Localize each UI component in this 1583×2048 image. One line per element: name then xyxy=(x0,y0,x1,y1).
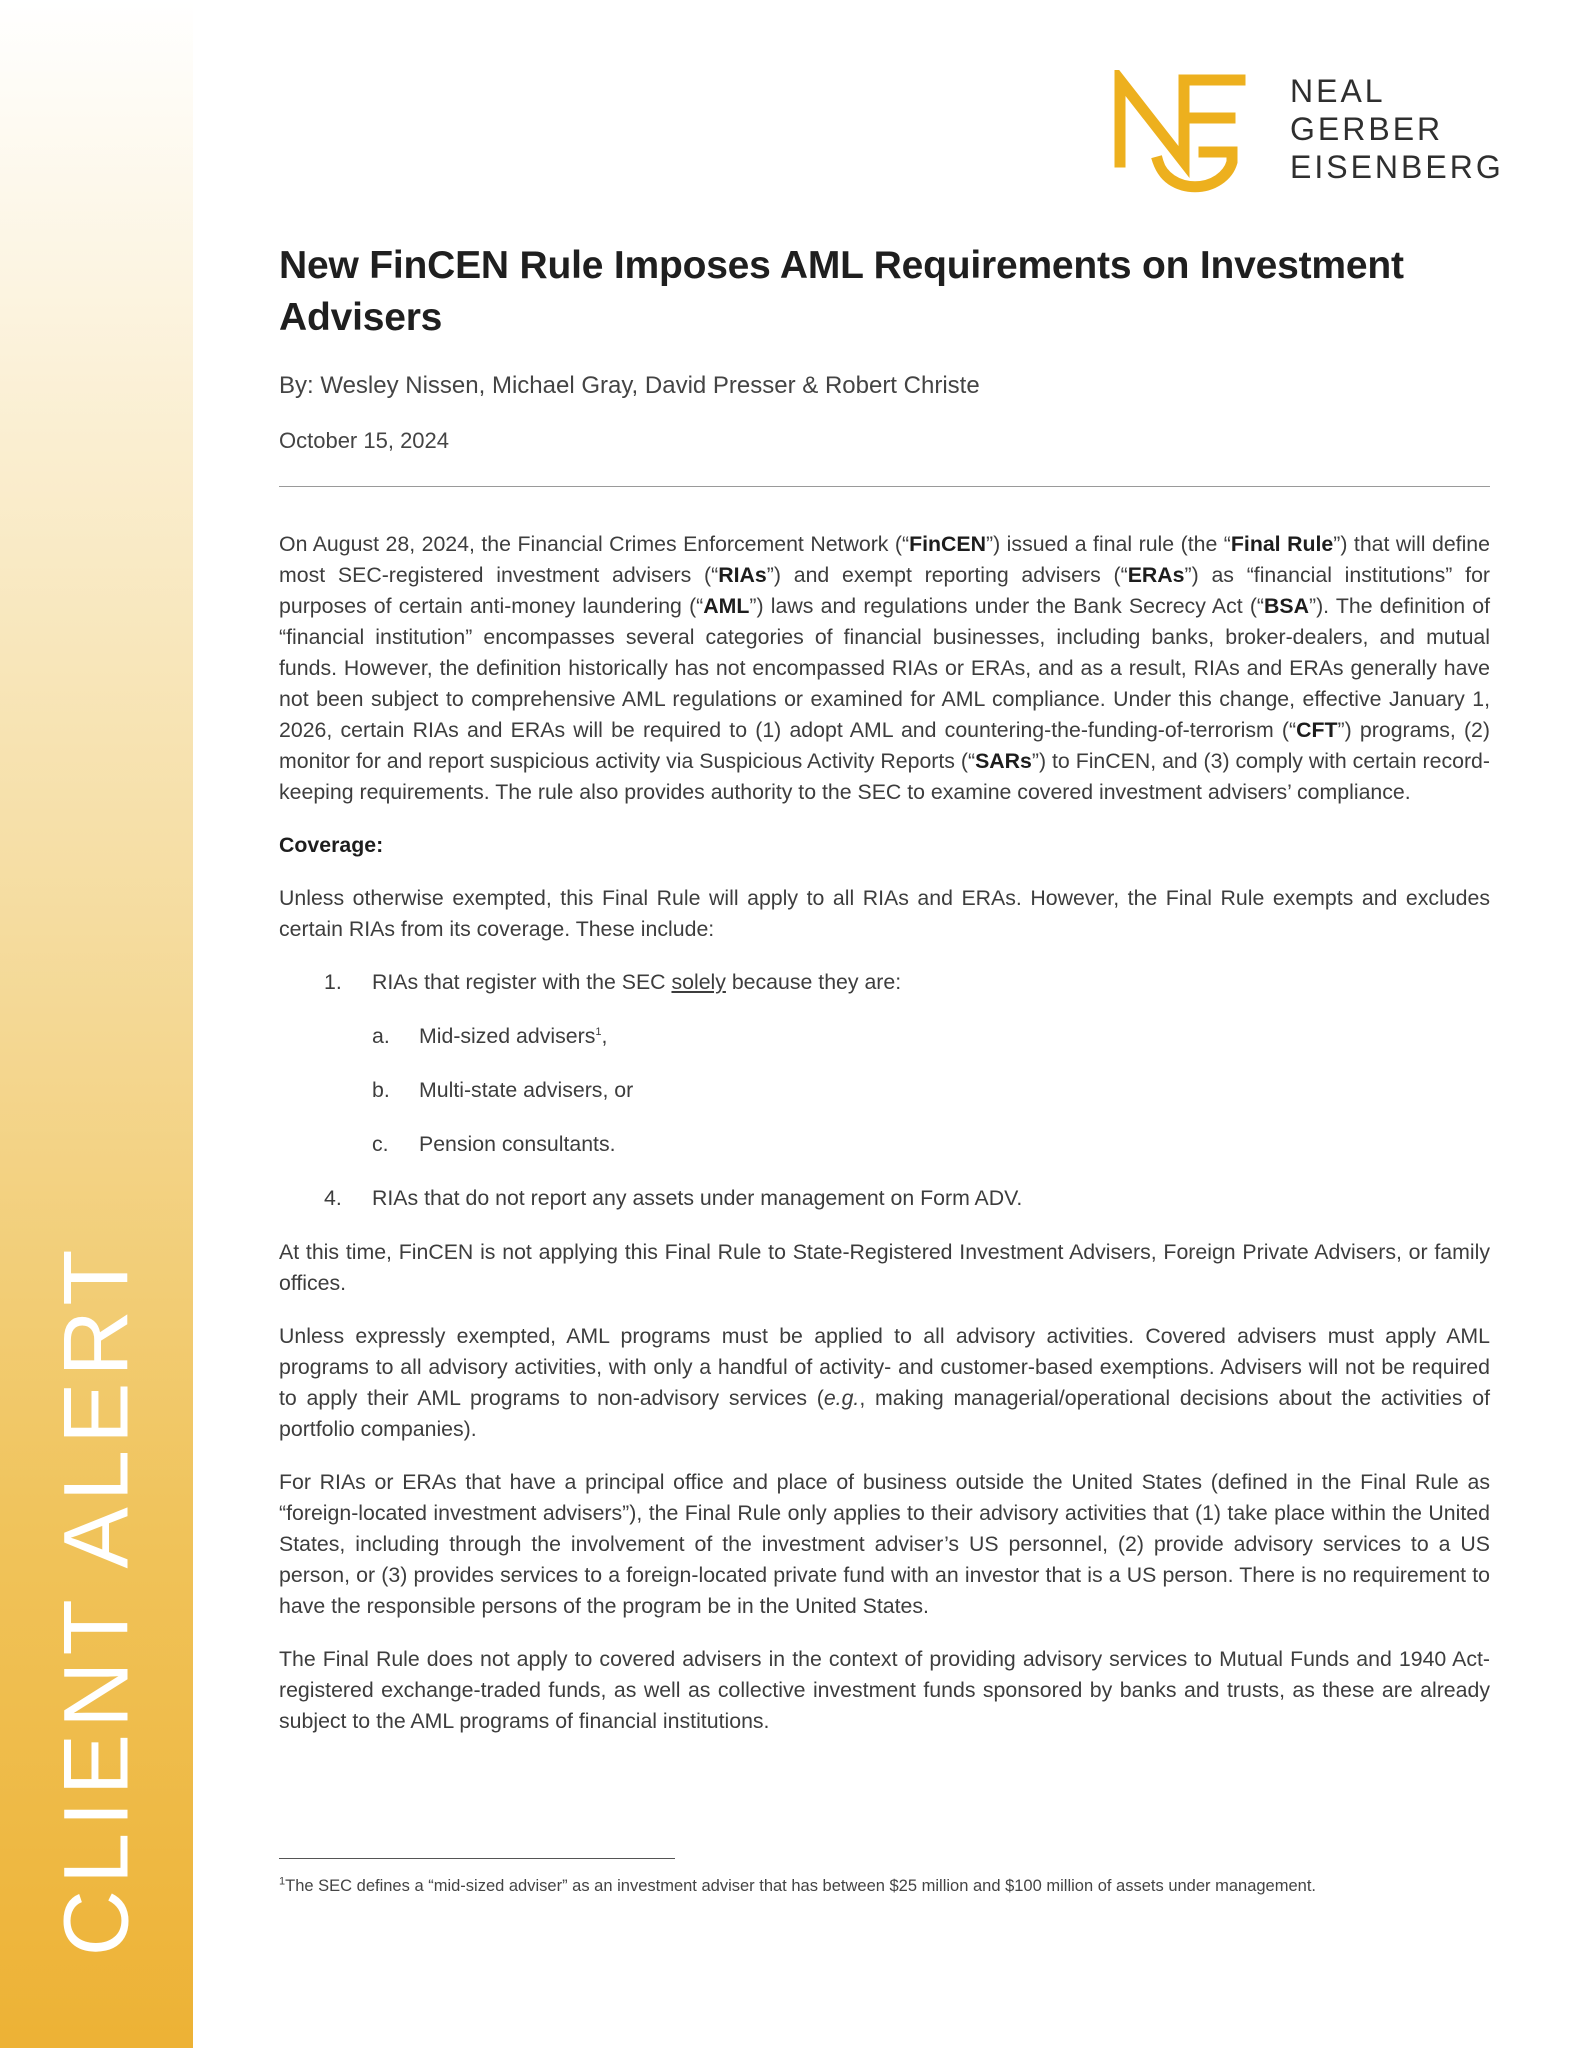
firm-logo xyxy=(1112,70,1504,210)
article xyxy=(279,240,1490,1759)
firm-name-line: NEAL xyxy=(1290,73,1386,109)
client-alert-sidebar xyxy=(0,0,193,2048)
byline: By: Wesley Nissen, Michael Gray, David Presser & Robert Christe xyxy=(279,372,980,399)
coverage-heading: Coverage: xyxy=(279,833,384,857)
list-item: a. Mid-sized advisers$^1$, xyxy=(372,1024,608,1048)
ngb-monogram-icon xyxy=(1112,70,1252,200)
list-item: b. Multi-state advisers, or xyxy=(372,1078,634,1102)
body-paragraph: Unless expressly exempted, AML programs must be applied to all advisory activities. Covered advisers must apply AML programs to all advisory activities, with only a handful of activity- and customer-based exemptions. Advisers will not be required to apply their AML programs to non-advisory services (e.g., making managerial/operational decisions about the activities of portfolio companies). xyxy=(279,1324,1490,1441)
client-alert-label: CLIENT ALERT xyxy=(45,1243,148,1957)
list-item: 1. RIAs that register with the SEC solely because they are: xyxy=(324,970,902,994)
list-item: 4. RIAs that do not report any assets under management on Form ADV. xyxy=(324,1186,1023,1210)
list-item: c. Pension consultants. xyxy=(372,1132,616,1156)
body-paragraph: The Final Rule does not apply to covered advisers in the context of providing advisory services to Mutual Funds and 1940 Act-registered exchange-traded funds, as well as collective investment funds sponsored by banks and trusts, as these are already subject to the AML programs of financial institutions. xyxy=(279,1647,1490,1733)
firm-name xyxy=(1290,72,1504,186)
body-paragraph: At this time, FinCEN is not applying this Final Rule to State-Registered Investment Advisers, Foreign Private Advisers, or family offices. xyxy=(279,1240,1490,1295)
firm-name-line: EISENBERG xyxy=(1290,149,1504,185)
footnote-number: 1 xyxy=(279,1875,286,1888)
header-divider xyxy=(279,486,1490,487)
publish-date: October 15, 2024 xyxy=(279,428,450,453)
intro-paragraph: On August 28, 2024, the Financial Crimes Enforcement Network (“FinCEN”) issued a final rule (the “Final Rule”) that will define most SEC-registered investment advisers (“RIAs”) and exempt reporting advisers (“ERAs”) as “financial institutions” for purposes of certain anti-money laundering (“AML”) laws and regulations under the Bank Secrecy Act (“BSA”). The definition of “financial institution” encompasses several categories of financial businesses, including banks, broker-dealers, and mutual funds. However, the definition historically has not encompassed RIAs or ERAs, and as a result, RIAs and ERAs generally have not been subject to comprehensive AML regulations or examined for AML compliance. Under this change, effective January 1, 2026, certain RIAs and ERAs will be required to (1) adopt AML and countering-the-funding-of-terrorism (“CFT”) programs, (2) monitor for and report suspicious activity via Suspicious Activity Reports (“SARs”) to FinCEN, and (3) comply with certain record-keeping requirements. The rule also provides authority to the SEC to examine covered investment advisers’ compliance. xyxy=(279,532,1491,804)
footnote-divider xyxy=(279,1858,675,1859)
article-title: New FinCEN Rule Imposes AML Requirements on Investment Advisers xyxy=(279,244,1404,339)
firm-name-line: GERBER xyxy=(1290,111,1444,147)
body-paragraph: For RIAs or ERAs that have a principal office and place of business outside the United States (defined in the Final Rule as “foreign-located investment advisers”), the Final Rule only applies to their advisory activities that (1) take place within the United States, including through the involvement of the investment adviser’s US personnel, (2) provide advisory services to a US person, or (3) provides services to a foreign-located private fund with an investor that is a US person. There is no requirement to have the responsible persons of the program be in the United States. xyxy=(279,1470,1490,1618)
coverage-intro: Unless otherwise exempted, this Final Rule will apply to all RIAs and ERAs. However, the Final Rule exempts and excludes certain RIAs from its coverage. These include: xyxy=(279,886,1490,941)
footnote-ref: 1 xyxy=(595,1025,602,1038)
article-body xyxy=(279,529,1490,1737)
footnote: $^1$The SEC defines a “mid-sized adviser” as an investment adviser that has between $25 million and $100 million of assets under management. xyxy=(279,1875,1317,1895)
